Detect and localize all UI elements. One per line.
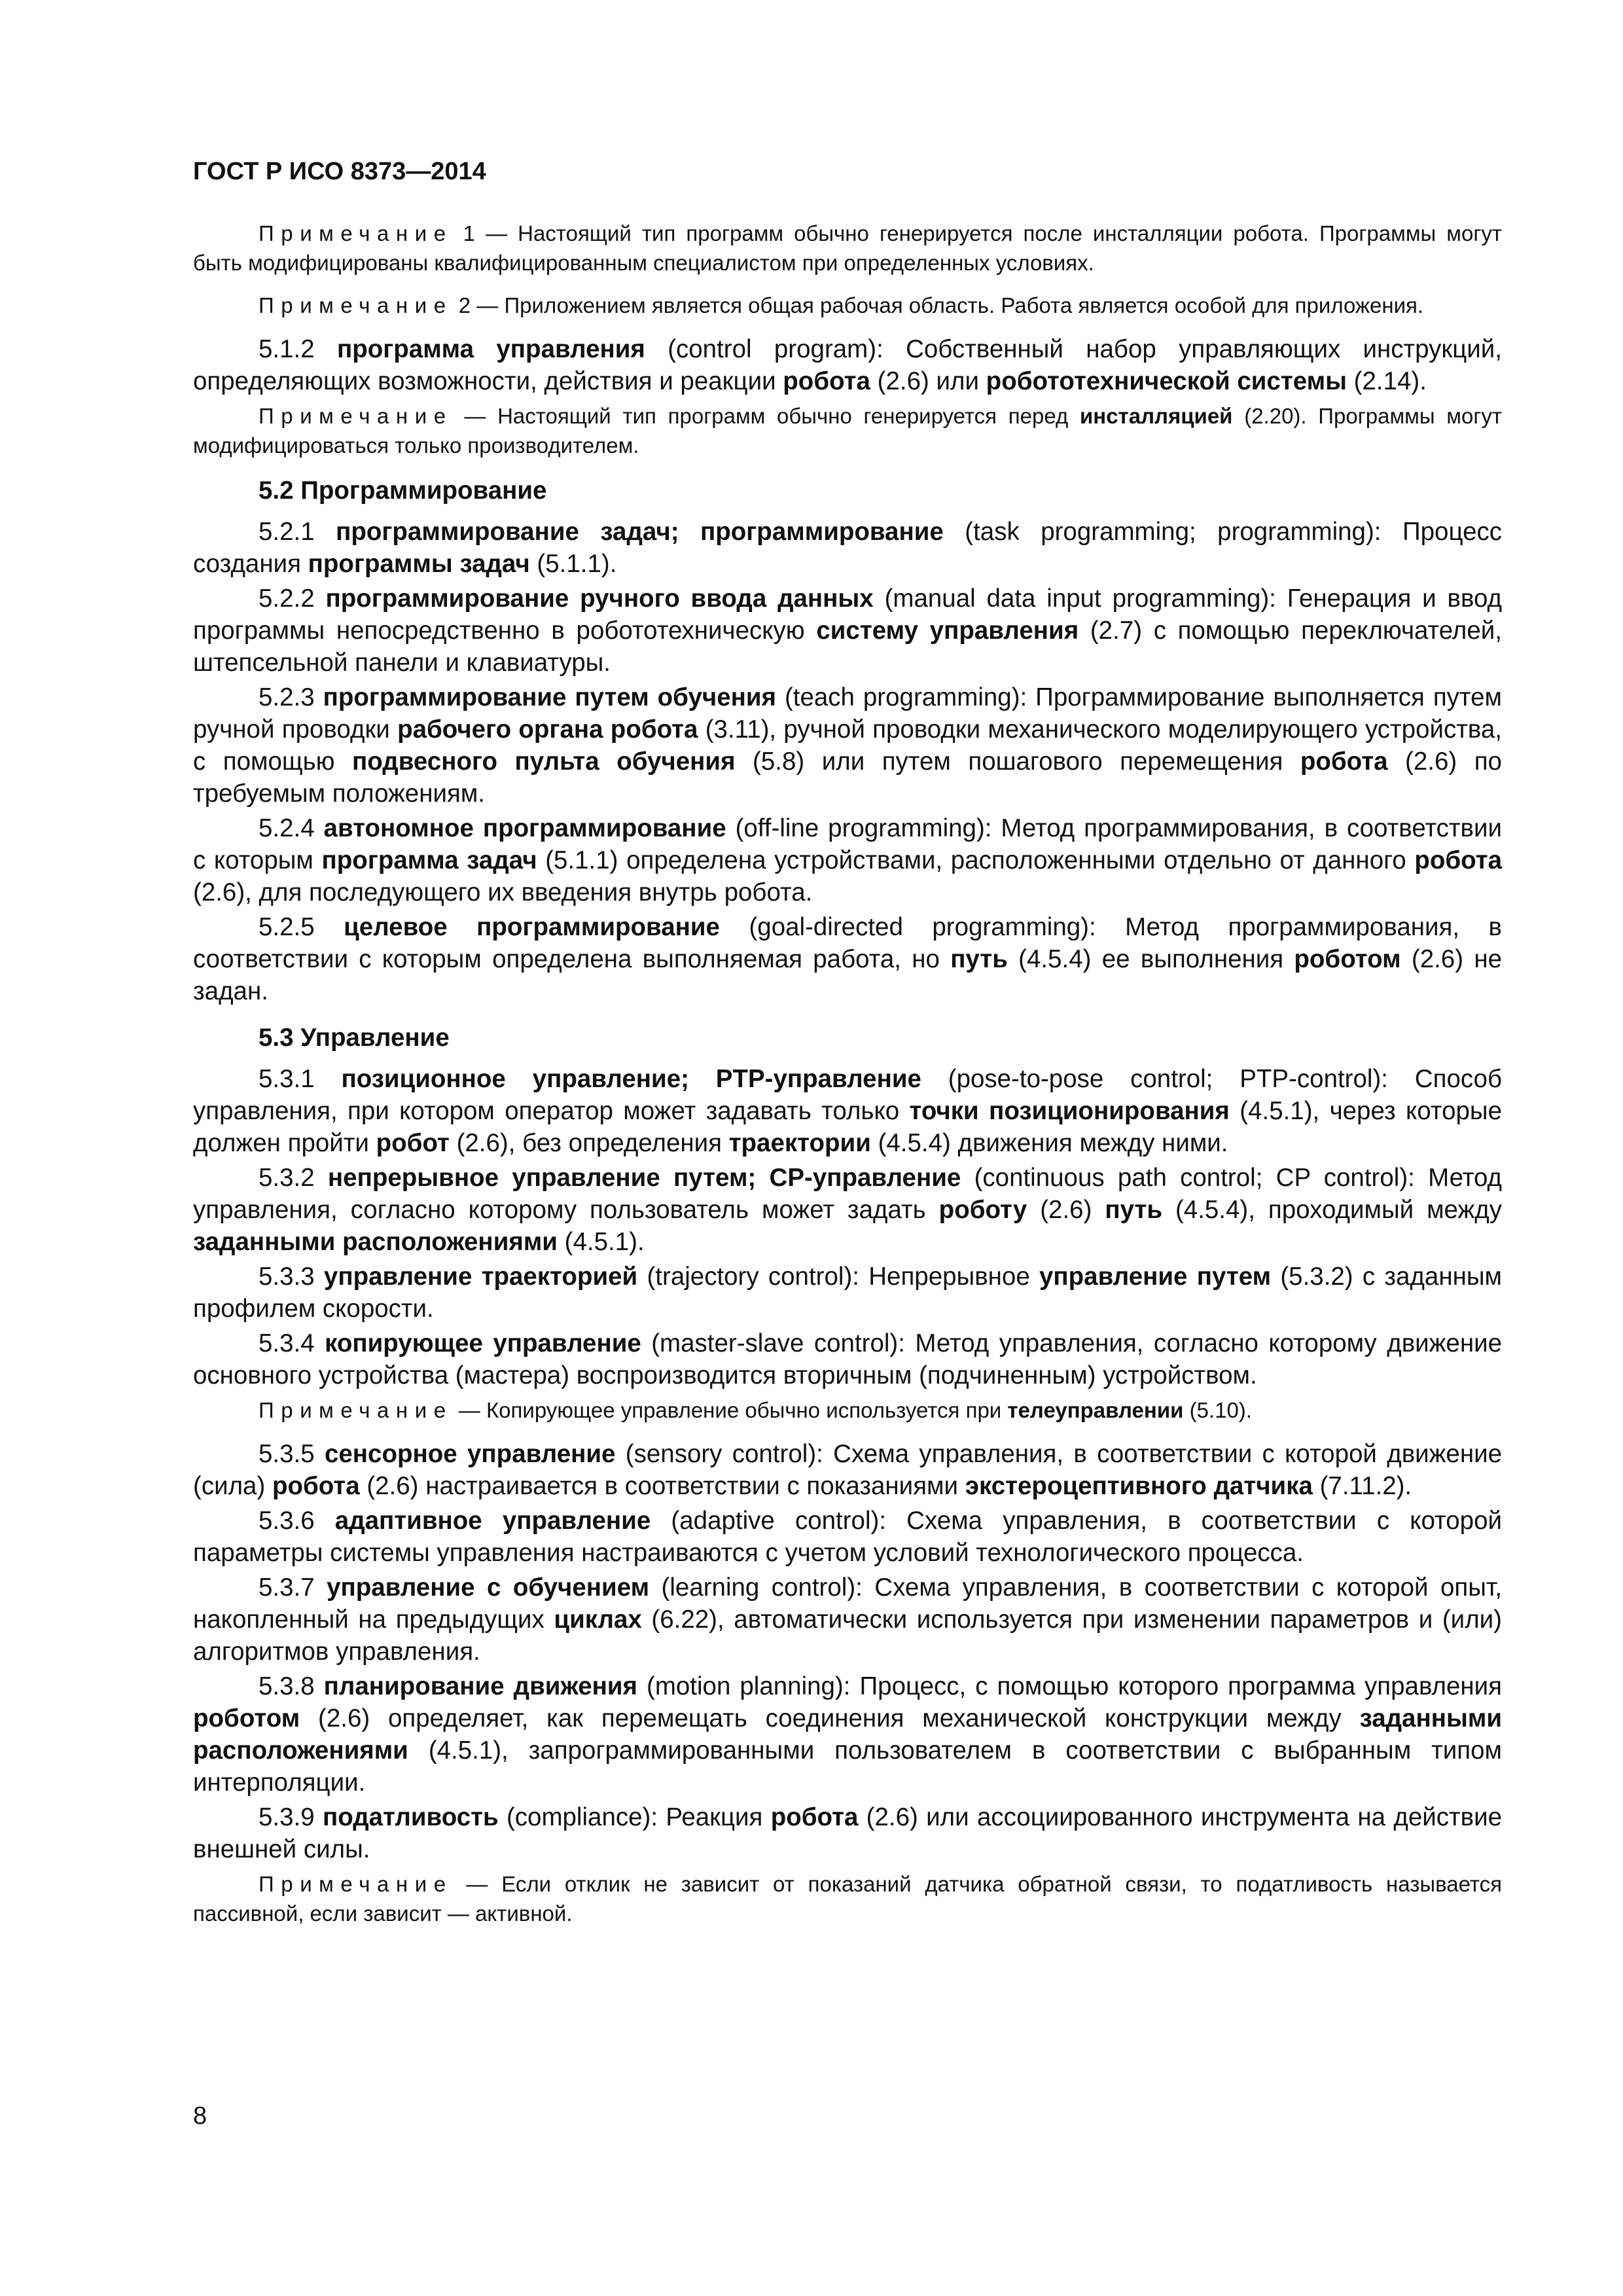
term-paragraph [193, 812, 1502, 908]
term-bold: роботу [938, 1196, 1027, 1224]
text-run: 5.3.9 [259, 1803, 323, 1831]
term-bold: путь [950, 945, 1008, 973]
note-label: Примечание [259, 404, 453, 428]
note-paragraph [193, 1395, 1502, 1425]
text-run: (7.11.2). [1312, 1472, 1412, 1500]
term-bold: циклах [554, 1605, 642, 1634]
term-bold: программирование путем обучения [323, 683, 777, 711]
text-run: 5.2.1 [259, 518, 336, 546]
term-paragraph [193, 1327, 1502, 1391]
term-bold: экстероцептивного датчика [965, 1472, 1313, 1500]
text-run: (2.6) не задан. [193, 945, 1502, 1005]
text-run: 5.3.7 [259, 1573, 327, 1602]
section-heading [193, 1022, 1502, 1054]
text-run: 5.3.1 [259, 1065, 342, 1093]
term-bold: программирование ручного ввода данных [325, 584, 874, 613]
term-bold: адаптивное управление [334, 1507, 651, 1535]
text-run: — Копирующее управление обычно используется при [452, 1398, 1008, 1422]
term-bold: заданными расположениями [193, 1228, 558, 1256]
text-run: — Если отклик не зависит от показаний датчика обратной связи, то податливость называется пассивной, если зависит — активной. [193, 1872, 1502, 1926]
text-run: (4.5.1). [557, 1228, 645, 1256]
term-bold: копирующее управление [325, 1329, 641, 1357]
text-run: (trajectory control): Непрерывное [637, 1263, 1039, 1291]
text-run: 5.2 Программирование [259, 476, 547, 505]
term-bold: систему управления [816, 617, 1079, 645]
text-run: (2.6) по требуемым положениям. [193, 747, 1502, 808]
text-run: (master-slave control): Метод управления, согласно которому движение основного устройства (мастера) воспроизводится вторичным (подчиненным) устройством. [193, 1329, 1503, 1390]
text-run: (pose-to-pose control; PTP-control): Способ управления, при котором оператор может задавать только [193, 1065, 1503, 1125]
term-bold: программа задач [321, 846, 537, 874]
text-run: 5.2.5 [259, 913, 344, 941]
text-run: (5.1.1). [529, 550, 617, 578]
text-run: (2.6), без определения [449, 1129, 729, 1157]
text-run: (4.5.4), проходимый между [1162, 1196, 1502, 1224]
term-paragraph [193, 1505, 1502, 1569]
text-run: 5.2.4 [259, 814, 324, 842]
text-run: (motion planning): Процесс, с помощью которого программа управления [637, 1672, 1502, 1700]
text-run: (5.10). [1183, 1398, 1252, 1422]
text-run: (manual data input programming): Генерация и ввод программы непосредственно в робототехническую [193, 584, 1503, 645]
text-run: 5.3.3 [259, 1263, 324, 1291]
term-paragraph [193, 1063, 1502, 1159]
term-paragraph [193, 1670, 1502, 1799]
term-bold: сенсорное управление [324, 1440, 616, 1468]
term-bold: планирование движения [323, 1672, 637, 1700]
term-bold: путь [1105, 1196, 1163, 1224]
term-bold: робота [1414, 846, 1503, 874]
term-bold: управление путем [1039, 1263, 1272, 1291]
text-run: (5.1.1) определена устройствами, расположенными отдельно от данного [537, 846, 1415, 874]
text-run: (4.5.1), через которые должен пройти [193, 1097, 1502, 1157]
text-run: (4.5.4) движения между ними. [870, 1129, 1228, 1157]
text-run: (2.20). Программы могут модифицироваться только производителем. [193, 404, 1502, 457]
text-run: 5.3.4 [259, 1329, 325, 1357]
document-page [193, 156, 1502, 1941]
text-run: 5.3.8 [259, 1672, 324, 1700]
text-run: (task programming; programming): Процесс создания [193, 518, 1502, 578]
text-run: 5.1.2 [259, 335, 337, 363]
section-heading [193, 475, 1502, 507]
text-run: (2.7) с помощью переключателей, штепсельной панели и клавиатуры. [193, 617, 1502, 677]
text-run: (goal-directed programming): Метод программирования, в соответствии с которым определена выполняемая работа, но [193, 913, 1502, 973]
text-run: (adaptive control): Схема управления, в соответствии с которой параметры системы управления настраиваются с учетом условий технологического процесса. [193, 1507, 1502, 1567]
text-run: 5.3.2 [259, 1164, 328, 1192]
term-bold: робототехнической системы [986, 367, 1347, 395]
term-bold: роботом [1294, 945, 1401, 973]
term-bold: робота [272, 1472, 360, 1500]
text-run: (2.6) [1027, 1196, 1105, 1224]
term-bold: заданными расположениями [193, 1704, 1502, 1765]
term-bold: целевое программирование [344, 913, 720, 941]
text-run: 5.2.2 [259, 584, 326, 613]
term-bold: роботом [193, 1704, 300, 1732]
text-run: (2.6) определяет, как перемещать соединения механической конструкции между [300, 1704, 1360, 1732]
term-bold: программы задач [308, 550, 530, 578]
text-run: (2.6) настраивается в соответствии с показаниями [359, 1472, 965, 1500]
text-run: (5.3.2) с заданным профилем скорости. [193, 1263, 1503, 1323]
term-bold: робота [783, 367, 870, 395]
term-paragraph [193, 911, 1502, 1007]
text-run: (2.14). [1346, 367, 1427, 395]
text-run: (4.5.4) ее выполнения [1007, 945, 1294, 973]
text-run: (3.11), ручной проводки механического моделирующего устройства, с помощью [193, 715, 1503, 776]
note-label: Примечание [259, 1872, 453, 1896]
term-bold: позиционное управление; PTP-управление [341, 1065, 921, 1093]
term-bold: телеуправлении [1007, 1398, 1184, 1422]
text-run: 1 — Настоящий тип программ обычно генерируется после инсталляции робота. Программы могут быть модифицированы квалифицированным специалистом при определенных условиях. [193, 221, 1502, 275]
text-run: (teach programming): Программирование выполняется путем ручной проводки [193, 683, 1503, 744]
text-run: (5.8) или путем пошагового перемещения [735, 747, 1300, 776]
term-bold: податливость [322, 1803, 499, 1831]
text-run: (2.6) или [870, 367, 986, 395]
term-bold: подвесного пульта обучения [352, 747, 736, 776]
text-run: (4.5.1), запрограммированными пользователем в соответствии с выбранным типом интерполяции. [193, 1736, 1502, 1797]
text-run: (continuous path control; CP control): Метод управления, согласно которому пользователь может задать [193, 1164, 1502, 1224]
text-run: (6.22), автоматически используется при изменении параметров и (или) алгоритмов управления. [193, 1605, 1502, 1666]
text-run: 5.2.3 [259, 683, 323, 711]
document-header: ГОСТ Р ИСО 8373—2014 [193, 158, 486, 185]
term-bold: робот [376, 1129, 450, 1157]
note-paragraph [193, 1869, 1502, 1928]
text-run: (2.6), для последующего их введения внутрь робота. [193, 878, 813, 906]
document-body [193, 219, 1502, 1928]
note-label: Примечание [259, 1398, 453, 1422]
term-paragraph [193, 1162, 1502, 1258]
text-run: 5.3 Управление [259, 1024, 450, 1052]
text-run: — Настоящий тип программ обычно генерируется перед [452, 404, 1080, 428]
text-run: (control program): Собственный набор управляющих инструкций, определяющих возможности, действия и реакции [193, 335, 1502, 395]
text-run: (off-line programming): Метод программирования, в соответствии с которым [193, 814, 1502, 874]
term-bold: робота [1300, 747, 1388, 776]
term-paragraph [193, 583, 1502, 679]
note-paragraph [193, 291, 1502, 320]
note-label: Примечание [259, 293, 453, 317]
term-bold: непрерывное управление путем; CP-управление [327, 1164, 961, 1192]
term-bold: рабочего органа робота [397, 715, 698, 744]
text-run: 2 — Приложением является общая рабочая область. Работа является особой для приложения. [452, 293, 1424, 317]
text-run: 5.3.5 [259, 1440, 325, 1468]
term-bold: управление траекторией [323, 1263, 638, 1291]
term-bold: инсталляцией [1079, 404, 1233, 428]
term-paragraph [193, 333, 1502, 397]
term-paragraph [193, 1571, 1502, 1668]
text-run: (2.6) или ассоциированного инструмента на действие внешней силы. [193, 1803, 1502, 1863]
note-paragraph [193, 219, 1502, 278]
term-paragraph [193, 1801, 1502, 1865]
term-bold: точки позиционирования [909, 1097, 1230, 1125]
term-bold: траектории [728, 1129, 871, 1157]
text-run: (sensory control): Схема управления, в соответствии с которой движение (сила) [193, 1440, 1502, 1500]
term-bold: программа управления [336, 335, 645, 363]
term-bold: программирование задач; программирование [336, 518, 944, 546]
term-paragraph [193, 516, 1502, 580]
term-paragraph [193, 681, 1502, 810]
note-paragraph [193, 401, 1502, 460]
page-number: 8 [193, 2102, 207, 2130]
note-label: Примечание [259, 221, 453, 245]
term-bold: управление с обучением [327, 1573, 650, 1602]
term-paragraph [193, 1261, 1502, 1325]
text-run: 5.3.6 [259, 1507, 335, 1535]
text-run: (learning control): Схема управления, в соответствии с которой опыт, накопленный на предыдущих [193, 1573, 1502, 1634]
term-bold: робота [770, 1803, 859, 1831]
term-bold: автономное программирование [323, 814, 726, 842]
text-run: (compliance): Реакция [498, 1803, 771, 1831]
term-paragraph [193, 1438, 1502, 1502]
